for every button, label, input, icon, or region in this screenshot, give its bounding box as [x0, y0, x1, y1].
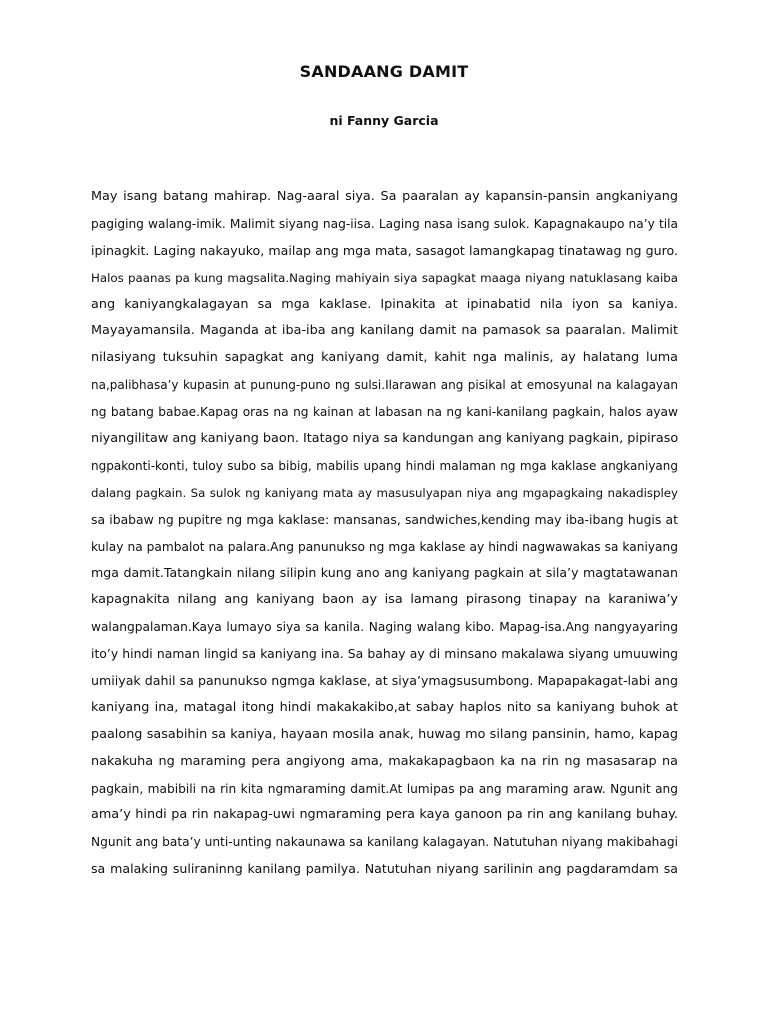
text-line: niyangilitaw ang kaniyang baon. Itatago niya sa kandungan ang kaniyang pagkain, pipiraso: [91, 431, 678, 447]
text-line: mga damit.Tatangkain nilang silipin kung ano ang kaniyang pagkain at sila’y magtatawanan: [91, 565, 678, 581]
text-line: sa ibabaw ng pupitre ng mga kaklase: mansanas, sandwiches,kending may iba-ibang hugis at: [91, 511, 678, 527]
story-body: [91, 184, 678, 883]
text-line: kaniyang ina, matagal itong hindi makakakibo,at sabay haplos nito sa kaniyang buhok at: [91, 699, 678, 715]
text-line: ama’y hindi pa rin nakapag-uwi ngmaraming pera kaya ganoon pa rin ang kanilang buhay.: [91, 807, 678, 823]
text-line: nilasiyang tuksuhin sapagkat ang kaniyang damit, kahit nga malinis, ay halatang luma: [91, 350, 678, 366]
text-line: ipinagkit. Laging nakayuko, mailap ang mga mata, sasagot lamangkapag tinatawag ng guro.: [91, 242, 678, 258]
text-line: pagkain, mabibili na rin kita ngmaraming damit.At lumipas pa ang maraming araw. Ngunit ang: [91, 781, 678, 796]
text-line: dalang pagkain. Sa sulok ng kaniyang mata ay masusulyapan niya ang mgapagkaing nakadispley: [91, 485, 678, 500]
text-line: kulay na pambalot na palara.Ang panunukso ng mga kaklase ay hindi nagwawakas sa kaniyang: [91, 539, 678, 554]
text-line: nakakuha ng maraming pera angiyong ama, makakapagbaon ka na rin ng masasarap na: [91, 753, 678, 769]
text-line: ng batang babae.Kapag oras na ng kainan at labasan na ng kani-kanilang pagkain, halos ayaw: [91, 405, 678, 420]
text-line: paalong sasabihin sa kaniya, hayaan mosila anak, huwag mo silang pansinin, hamo, kapag: [91, 726, 678, 742]
text-line: na,palibhasa’y kupasin at punung-puno ng sulsi.Ilarawan ang pisikal at emosyunal na kalagayan: [91, 378, 678, 393]
author-byline: ni Fanny Garcia: [329, 113, 439, 128]
text-line: walangpalaman.Kaya lumayo siya sa kanila. Naging walang kibo. Mapag-isa.Ang nangyayaring: [91, 620, 678, 635]
text-line: ito’y hindi naman lingid sa kaniyang ina. Sa bahay ay di minsano makalawa siyang umuuwing: [91, 646, 678, 662]
story-title: SANDAANG DAMIT: [299, 62, 469, 81]
text-line: kapagnakita nilang ang kaniyang baon ay isa lamang pirasong tinapay na karaniwa’y: [91, 592, 678, 608]
text-line: umiiyak dahil sa panunukso ngmga kaklase, at siya’ymagsusumbong. Mapapakagat-labi ang: [91, 673, 678, 689]
text-line: ang kaniyangkalagayan sa mga kaklase. Ipinakita at ipinabatid nila iyon sa kaniya.: [91, 296, 678, 312]
text-line: Mayayamansila. Maganda at iba-iba ang kanilang damit na pamasok sa paaralan. Malimit: [91, 323, 678, 339]
text-line: sa malaking suliraninng kanilang pamilya. Natutuhan niyang sarilinin ang pagdaramdam sa: [91, 861, 678, 877]
text-line: May isang batang mahirap. Nag-aaral siya. Sa paaralan ay kapansin-pansin angkaniyang: [91, 189, 678, 204]
text-line: ngpakonti-konti, tuloy subo sa bibig, mabilis upang hindi malaman ng mga kaklase angkaniyang: [91, 458, 678, 473]
text-line: Ngunit ang bata’y unti-unting nakaunawa sa kanilang kalagayan. Natutuhan niyang makibahagi: [91, 835, 678, 850]
text-line: pagiging walang-imik. Malimit siyang nag-iisa. Laging nasa isang sulok. Kapagnakaupo na’y tila: [91, 216, 678, 231]
text-line: Halos paanas pa kung magsalita.Naging mahiyain siya sapagkat maaga niyang natuklasang kaiba: [91, 270, 678, 285]
